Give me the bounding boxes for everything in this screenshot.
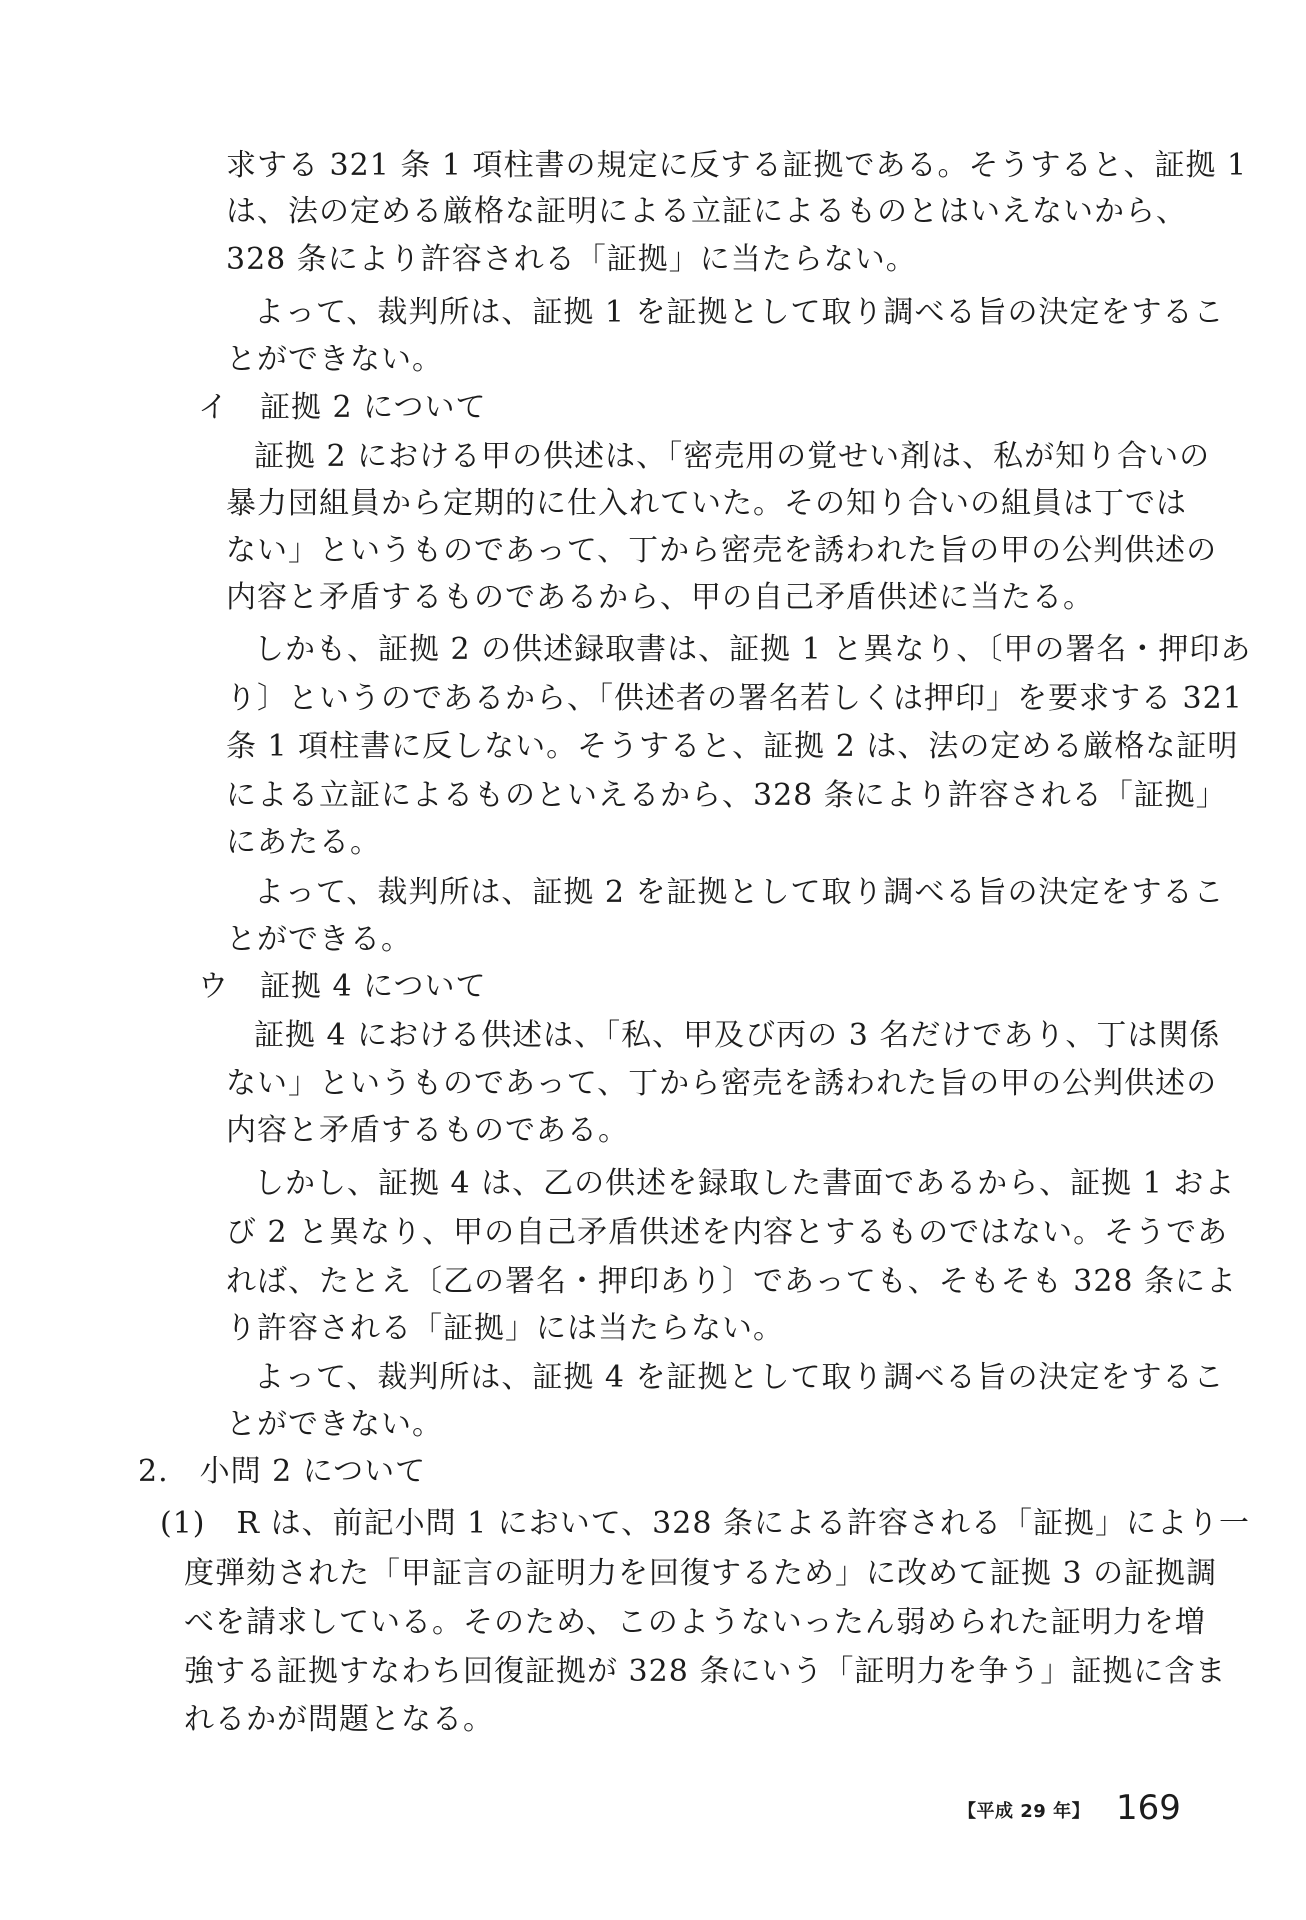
body-text-line: ない」というものであって、丁から密売を誘われた旨の甲の公判供述の	[226, 533, 1218, 568]
body-text-line: れば、たとえ〔乙の署名・押印あり〕であっても、そもそも 328 条によ	[226, 1264, 1238, 1299]
body-text-line: 暴力団組員から定期的に仕入れていた。その知り合いの組員は丁では	[226, 486, 1187, 521]
body-text-line: 内容と矛盾するものであるから、甲の自己矛盾供述に当たる。	[226, 580, 1094, 615]
body-text-line: 証拠 2 における甲の供述は、「密売用の覚せい剤は、私が知り合いの	[254, 439, 1211, 474]
body-text-line: 強する証拠すなわち回復証拠が 328 条にいう「証明力を争う」証拠に含ま	[184, 1654, 1227, 1689]
page-number: 169	[1116, 1788, 1181, 1828]
body-text-line: (1) R は、前記小問 1 において、328 条による許容される「証拠」により一	[160, 1506, 1250, 1541]
body-text-line: よって、裁判所は、証拠 1 を証拠として取り調べる旨の決定をするこ	[254, 295, 1225, 330]
body-text-line: にあたる。	[226, 825, 381, 860]
section-heading: 2. 小問 2 について	[138, 1454, 427, 1489]
body-text-line: よって、裁判所は、証拠 4 を証拠として取り調べる旨の決定をするこ	[254, 1360, 1225, 1395]
footer-year-tag: 【平成 29 年】	[958, 1801, 1091, 1822]
body-text-line: 度弾劾された「甲証言の証明力を回復するため」に改めて証拠 3 の証拠調	[184, 1556, 1218, 1591]
body-text-line: は、法の定める厳格な証明による立証によるものとはいえないから、	[226, 194, 1187, 229]
body-text-line: 328 条により許容される「証拠」に当たらない。	[226, 242, 917, 277]
body-text-line: 条 1 項柱書に反しない。そうすると、証拠 2 は、法の定める厳格な証明	[226, 729, 1239, 764]
body-text-line: 証拠 4 における供述は、「私、甲及び丙の 3 名だけであり、丁は関係	[254, 1018, 1221, 1053]
body-text-line: とができる。	[226, 922, 412, 957]
body-text-line: しかも、証拠 2 の供述録取書は、証拠 1 と異なり、〔甲の署名・押印あ	[254, 632, 1252, 667]
body-text-line: れるかが問題となる。	[184, 1702, 494, 1737]
body-text-line: 内容と矛盾するものである。	[226, 1113, 629, 1148]
body-text-line: とができない。	[226, 342, 443, 377]
body-text-line: 求する 321 条 1 項柱書の規定に反する証拠である。そうすると、証拠 1	[226, 148, 1248, 183]
body-text-line: り〕というのであるから、「供述者の署名若しくは押印」を要求する 321	[226, 681, 1243, 716]
body-text-line: ない」というものであって、丁から密売を誘われた旨の甲の公判供述の	[226, 1066, 1218, 1101]
subsection-heading: イ 証拠 2 について	[198, 390, 487, 425]
subsection-heading: ウ 証拠 4 について	[198, 969, 487, 1004]
body-text-line: しかし、証拠 4 は、乙の供述を録取した書面であるから、証拠 1 およ	[254, 1166, 1236, 1201]
body-text-line: り許容される「証拠」には当たらない。	[226, 1311, 784, 1346]
body-text-line: び 2 と異なり、甲の自己矛盾供述を内容とするものではない。そうであ	[226, 1215, 1229, 1250]
body-text-line: とができない。	[226, 1407, 443, 1442]
body-text-line: よって、裁判所は、証拠 2 を証拠として取り調べる旨の決定をするこ	[254, 875, 1225, 910]
body-text-line: による立証によるものといえるから、328 条により許容される「証拠」	[226, 778, 1227, 813]
body-text-line: べを請求している。そのため、このようないったん弱められた証明力を増	[184, 1605, 1206, 1640]
